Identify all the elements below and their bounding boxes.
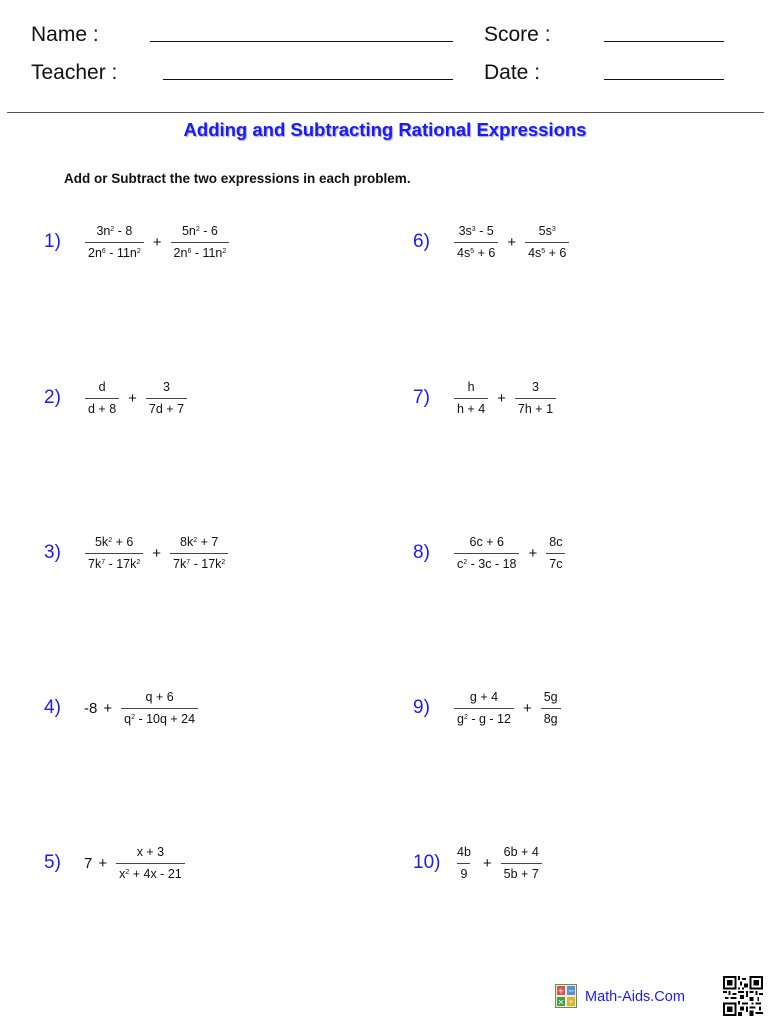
operator: + (528, 544, 538, 562)
exponent: 2 (193, 536, 198, 544)
expression-text: - 17k (105, 556, 137, 571)
operator: + (507, 233, 517, 251)
denominator (85, 242, 144, 261)
numerator (179, 224, 221, 242)
expression-text: 8k (180, 534, 194, 549)
math-aids-logo-icon (555, 984, 577, 1008)
operator: + (522, 699, 532, 717)
instructions: Add or Subtract the two expressions in each problem. (64, 171, 411, 186)
denominator (515, 398, 556, 417)
expression-text: - 17k (190, 556, 222, 571)
qr-code-icon (723, 976, 763, 1016)
numerator (467, 690, 501, 708)
expression-text: 3 (532, 379, 539, 394)
score-field[interactable] (604, 41, 724, 42)
problem-10 (413, 833, 743, 893)
fraction (84, 535, 144, 572)
teacher-field[interactable] (163, 79, 453, 80)
expression-text: 4b (457, 844, 471, 859)
expression (84, 833, 186, 893)
fraction (514, 380, 557, 417)
problem-3 (44, 523, 374, 583)
expression-text: 7h + 1 (517, 401, 554, 416)
exponent: 3 (551, 225, 556, 233)
fraction (170, 224, 231, 261)
name-label: Name : (31, 23, 99, 46)
expression-text: + 7 (197, 534, 219, 549)
expression-text: 7k (88, 556, 102, 571)
expression-text: d + 8 (88, 401, 117, 416)
expression-text: - 5 (475, 223, 494, 238)
expression-text: 2n (88, 245, 102, 260)
operator: + (497, 389, 506, 407)
exponent: 2 (125, 868, 130, 876)
expression-text: x (119, 866, 126, 881)
numerator (92, 535, 136, 553)
denominator (541, 708, 561, 727)
teacher-label: Teacher : (31, 61, 118, 84)
fraction (453, 535, 520, 572)
expression-text: 7d + 7 (148, 401, 185, 416)
fraction (453, 845, 475, 882)
fraction (500, 845, 543, 882)
expression-text: 3 (163, 379, 170, 394)
exponent: 2 (136, 247, 141, 255)
expression-text: 6b + 4 (503, 844, 539, 859)
exponent: 3 (471, 225, 476, 233)
exponent: 2 (222, 247, 227, 255)
operator: + (128, 389, 137, 407)
numerator (96, 380, 109, 398)
worksheet-title: Adding and Subtracting Rational Expressions (183, 119, 587, 140)
numerator (536, 224, 559, 242)
expression-text: - 6 (199, 223, 218, 238)
problem-number: 6) (413, 231, 430, 252)
expression-text: 5k (94, 534, 109, 549)
expression-text: 3s (458, 223, 472, 238)
fraction (169, 535, 229, 572)
expression (453, 212, 570, 272)
expression-text: 5n (181, 223, 196, 238)
expression-text: 6c + 6 (469, 534, 504, 549)
expression-text: 4s (528, 245, 542, 260)
expression (453, 368, 557, 428)
svg-text:−: − (567, 986, 575, 996)
problem-number: 1) (44, 231, 61, 252)
denominator (454, 553, 519, 572)
operator: + (152, 233, 162, 251)
expression-text: - g - 12 (467, 711, 511, 726)
svg-text:×: × (557, 997, 565, 1007)
fraction (453, 380, 489, 417)
denominator (85, 398, 119, 417)
expression-text: + 6 (474, 245, 496, 260)
expression-text: - 3c - 18 (467, 556, 517, 571)
expression-text: + 6 (112, 534, 134, 549)
name-field[interactable] (150, 41, 453, 42)
expression-text: - 11n (191, 245, 223, 260)
problem-4 (44, 678, 374, 738)
exponent: 2 (463, 713, 468, 721)
denominator (454, 242, 498, 261)
denominator (85, 553, 143, 572)
operator: + (482, 854, 492, 872)
expression-text: 5s (538, 223, 552, 238)
numerator (465, 380, 478, 398)
operator: + (103, 699, 113, 717)
exponent: 6 (101, 247, 106, 255)
expression-text: + 4x - 21 (129, 866, 182, 881)
exponent: 2 (221, 558, 226, 566)
whole-term: 7 (84, 854, 93, 872)
expression (84, 523, 229, 583)
problem-2 (44, 368, 374, 428)
expression-text: 9 (460, 866, 468, 881)
denominator (501, 863, 542, 882)
problem-number: 10) (413, 852, 441, 873)
problem-1 (44, 212, 374, 272)
denominator (170, 553, 228, 572)
numerator (529, 380, 542, 398)
fraction (115, 845, 186, 882)
problem-number: 3) (44, 542, 61, 563)
numerator (456, 224, 497, 242)
denominator (116, 863, 185, 882)
numerator (177, 535, 221, 553)
expression-text: x + 3 (136, 844, 165, 859)
expression-text: 3n (96, 223, 111, 238)
denominator (525, 242, 569, 261)
problem-number: 4) (44, 697, 61, 718)
expression-text: - 8 (114, 223, 133, 238)
denominator (454, 708, 514, 727)
fraction (545, 535, 566, 572)
expression (453, 833, 543, 893)
problem-6 (413, 212, 743, 272)
header-divider (7, 112, 764, 113)
expression-text: 7c (549, 556, 563, 571)
numerator (143, 690, 177, 708)
problem-number: 8) (413, 542, 430, 563)
expression-text: 8g (543, 711, 558, 726)
problem-number: 9) (413, 697, 430, 718)
problem-9 (413, 678, 743, 738)
expression-text: - 10q + 24 (134, 711, 196, 726)
expression-text: 5g (543, 689, 558, 704)
expression-text: h (467, 379, 475, 394)
expression-text: q (124, 711, 132, 726)
expression-text: - 11n (105, 245, 137, 260)
fraction (84, 380, 120, 417)
expression (453, 678, 562, 738)
expression (84, 212, 230, 272)
fraction (453, 690, 515, 727)
expression-text: c (457, 556, 464, 571)
fraction (453, 224, 499, 261)
exponent: 2 (131, 713, 135, 721)
numerator (454, 845, 474, 863)
exponent: 5 (541, 247, 546, 255)
numerator (541, 690, 561, 708)
expression (84, 678, 199, 738)
denominator (454, 398, 488, 417)
date-field[interactable] (604, 79, 724, 80)
exponent: 2 (463, 558, 468, 566)
expression-text: 8c (549, 534, 563, 549)
expression-text: d (98, 379, 106, 394)
operator: + (152, 544, 162, 562)
exponent: 2 (195, 225, 200, 233)
exponent: 7 (101, 558, 106, 566)
fraction (120, 690, 199, 727)
problem-8 (413, 523, 743, 583)
expression-text: + 6 (545, 245, 567, 260)
denominator (457, 863, 470, 882)
exponent: 7 (186, 558, 191, 566)
date-label: Date : (484, 61, 541, 84)
numerator (160, 380, 173, 398)
expression-text: 5b + 7 (503, 866, 539, 881)
problem-7 (413, 368, 743, 428)
numerator (546, 535, 565, 553)
expression (453, 523, 566, 583)
problem-number: 5) (44, 852, 61, 873)
expression-text: 2n (173, 245, 188, 260)
problem-number: 2) (44, 387, 61, 408)
operator: + (98, 854, 108, 872)
expression-text: g (457, 711, 464, 726)
problem-number: 7) (413, 387, 430, 408)
numerator (501, 845, 542, 863)
exponent: 2 (108, 536, 113, 544)
expression-text: h + 4 (457, 401, 486, 416)
exponent: 6 (187, 247, 192, 255)
numerator (134, 845, 167, 863)
expression-text: q + 6 (145, 689, 174, 704)
expression-text: 7k (173, 556, 187, 571)
exponent: 2 (136, 558, 141, 566)
expression-text: g + 4 (469, 689, 499, 704)
math-aids-brand[interactable]: Math-Aids.Com (585, 989, 685, 1005)
denominator (146, 398, 187, 417)
score-label: Score : (484, 23, 551, 46)
denominator (171, 242, 230, 261)
problem-5 (44, 833, 374, 893)
fraction (524, 224, 570, 261)
fraction (84, 224, 145, 261)
whole-term: -8 (84, 699, 98, 717)
fraction (540, 690, 562, 727)
denominator (546, 553, 565, 572)
numerator (467, 535, 507, 553)
exponent: 5 (470, 247, 475, 255)
svg-text:+: + (557, 986, 565, 996)
expression-text: 4s (457, 245, 471, 260)
fraction (145, 380, 188, 417)
expression (84, 368, 188, 428)
numerator (93, 224, 135, 242)
exponent: 2 (110, 225, 115, 233)
svg-text:÷: ÷ (567, 997, 575, 1007)
denominator (121, 708, 198, 727)
